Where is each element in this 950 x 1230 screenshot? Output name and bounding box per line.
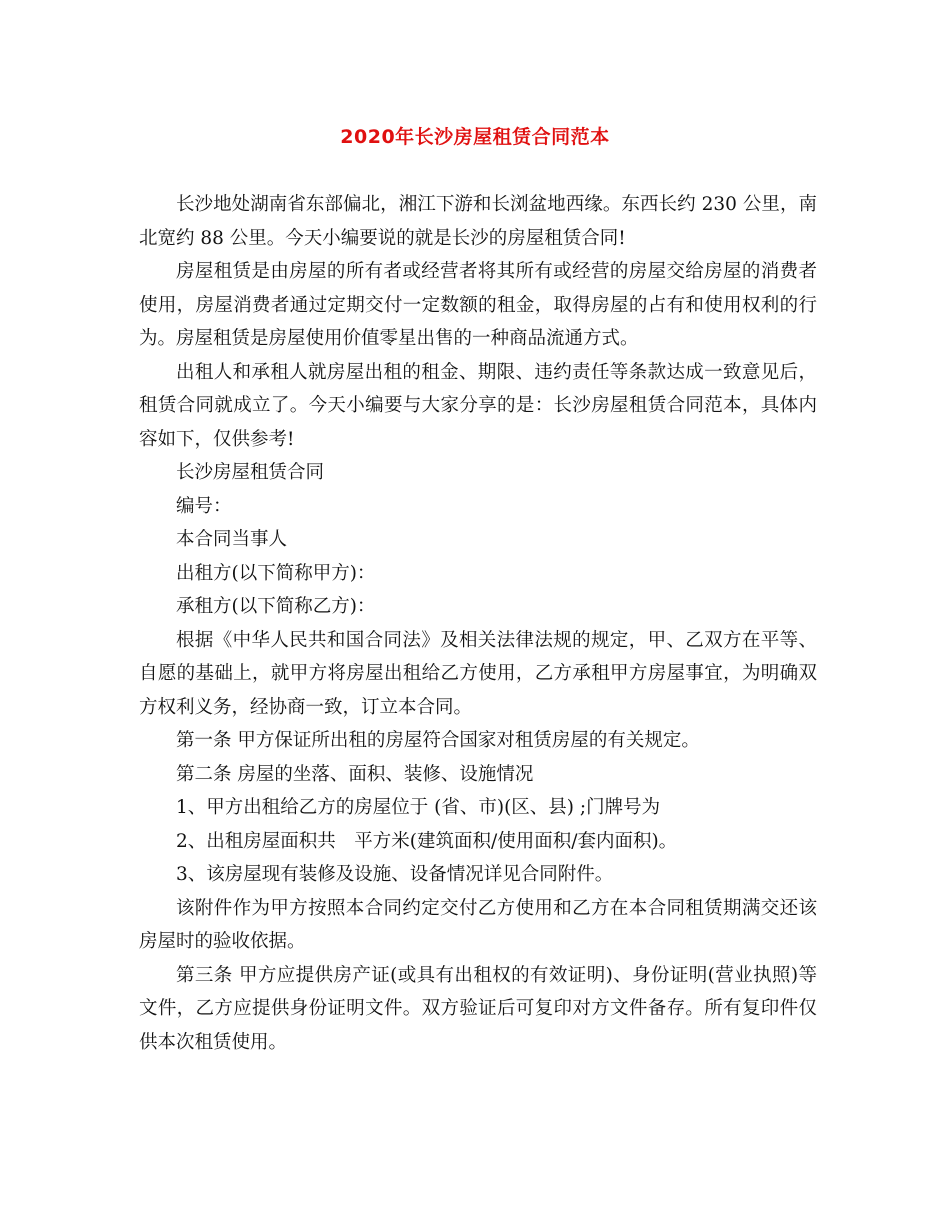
- article-two-item-3: 3、该房屋现有装修及设施、设备情况详见合同附件。: [176, 864, 614, 885]
- article-two-item-1: 1、甲方出租给乙方的房屋位于 (省、市)(区、县) ;门牌号为: [176, 797, 661, 818]
- paragraph-legal-basis: 根据《中华人民共和国合同法》及相关法律法规的规定，甲、乙双方在平等、自愿的基础上，就甲方将房屋出租给乙方使用，乙方承租甲方房屋事宜，为明确双方权利义务，经协商一致，订立本合同。: [139, 629, 817, 718]
- paragraph-lease-definition: 房屋租赁是由房屋的所有者或经营者将其所有或经营的房屋交给房屋的消费者使用，房屋消费者通过定期交付一定数额的租金，取得房屋的占有和使用权利的行为。房屋租赁是房屋使用价值零星出售的一种商品流通方式。: [139, 261, 817, 349]
- article-two-heading: 第二条 房屋的坐落、面积、装修、设施情况: [176, 763, 534, 785]
- paragraph-contract-formation: 出租人和承租人就房屋出租的租金、期限、违约责任等条款达成一致意见后，租赁合同就成立了。今天小编要与大家分享的是：长沙房屋租赁合同范本，具体内容如下，仅供参考!: [139, 361, 817, 450]
- parties-heading: 本合同当事人: [176, 529, 288, 550]
- lessee-line: 承租方(以下简称乙方)：: [176, 596, 376, 617]
- article-three: 第三条 甲方应提供房产证(或具有出租权的有效证明)、身份证明(营业执照)等文件，乙方应提供身份证明文件。双方验证后可复印对方文件备存。所有复印件仅供本次租赁使用。: [139, 964, 817, 1053]
- paragraph-attachment: 该附件作为甲方按照本合同约定交付乙方使用和乙方在本合同租赁期满交还该房屋时的验收依据。: [139, 897, 817, 952]
- document-body: [139, 188, 817, 1059]
- contract-number-line: 编号：: [176, 495, 232, 517]
- article-one: 第一条 甲方保证所出租的房屋符合国家对租赁房屋的有关规定。: [176, 730, 700, 751]
- lessor-line: 出租方(以下简称甲方)：: [176, 562, 376, 584]
- contract-heading: 长沙房屋租赁合同: [176, 462, 325, 483]
- paragraph-intro-location: 长沙地处湖南省东部偏北，湘江下游和长浏盆地西缘。东西长约 230 公里，南北宽约 88 公里。今天小编要说的就是长沙的房屋租赁合同!: [139, 194, 817, 249]
- document-title: 2020年长沙房屋租赁合同范本: [340, 126, 610, 148]
- article-two-item-2: 2、出租房屋面积共 平方米(建筑面积/使用面积/套内面积)。: [176, 830, 678, 852]
